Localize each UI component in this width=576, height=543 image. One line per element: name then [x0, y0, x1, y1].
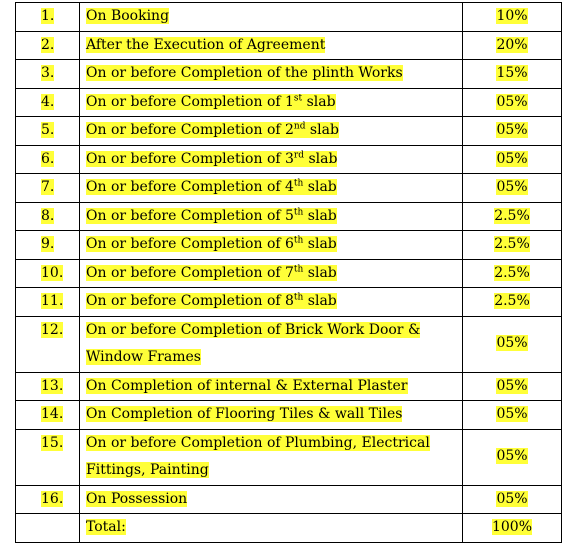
row-description [86, 265, 337, 281]
row-description-suffix: slab [303, 264, 337, 281]
row-percentage: 05% [496, 335, 528, 352]
total-number-cell [16, 514, 80, 543]
row-description-cell [80, 288, 463, 317]
row-ordinal-suffix: th [293, 292, 304, 303]
row-number-cell [16, 174, 80, 203]
row-percentage: 2.5% [494, 293, 530, 309]
row-number-cell [16, 145, 80, 174]
table-row [16, 485, 562, 514]
row-description-text: On or before Completion of 6 [86, 236, 294, 252]
row-description-text: On or before Completion of 5 [86, 207, 294, 224]
row-percentage: 05% [496, 490, 528, 507]
row-description [86, 37, 325, 53]
table-row [16, 372, 562, 401]
row-description [86, 8, 169, 24]
row-number-cell [16, 60, 80, 89]
row-percentage-cell [463, 485, 562, 514]
row-description-text: On Possession [86, 490, 188, 507]
row-description-cell [80, 60, 463, 89]
row-description-cell [80, 316, 463, 372]
row-description [86, 151, 337, 167]
payment-schedule-body [16, 3, 562, 543]
row-number: 7. [41, 179, 55, 195]
row-percentage: 05% [496, 93, 528, 110]
row-description [86, 236, 337, 252]
row-description [86, 65, 403, 81]
row-number-cell [16, 31, 80, 60]
row-description-cell [80, 202, 463, 231]
row-percentage-cell [463, 429, 562, 485]
row-description-cell [80, 117, 463, 146]
row-description-suffix: slab [303, 179, 337, 195]
row-description-suffix: slab [305, 122, 339, 138]
row-description-cell [80, 401, 463, 430]
table-row [16, 316, 562, 372]
row-ordinal-suffix: nd [293, 121, 306, 132]
table-row [16, 3, 562, 32]
row-ordinal-suffix: th [293, 206, 304, 217]
row-percentage-cell [463, 288, 562, 317]
row-description-cell [80, 88, 463, 117]
row-number: 4. [41, 93, 55, 110]
row-percentage: 05% [496, 377, 528, 394]
row-number: 1. [41, 8, 55, 24]
row-number-cell [16, 316, 80, 372]
row-number: 11. [41, 293, 64, 309]
row-ordinal-suffix: th [293, 235, 304, 246]
row-percentage-cell [463, 231, 562, 260]
row-percentage-cell [463, 401, 562, 430]
row-description-text: On Completion of Flooring Tiles & wall Tiles [86, 406, 403, 422]
row-number: 13. [41, 377, 64, 394]
table-row [16, 231, 562, 260]
row-description [86, 179, 337, 195]
table-row [16, 31, 562, 60]
row-description-suffix: slab [302, 93, 336, 110]
total-label-cell [80, 514, 463, 543]
row-number: 12. [41, 321, 64, 338]
row-description-suffix: slab [303, 293, 337, 309]
row-ordinal-suffix: th [293, 263, 304, 274]
row-description-suffix: slab [303, 236, 337, 252]
table-row [16, 429, 562, 485]
row-description-cell [80, 174, 463, 203]
row-number-cell [16, 401, 80, 430]
total-label: Total: [86, 519, 126, 535]
row-percentage-cell [463, 202, 562, 231]
row-description-cell [80, 429, 463, 485]
row-percentage: 05% [496, 150, 528, 167]
row-description-text: On Completion of internal & External Plaster [86, 377, 408, 394]
row-ordinal-suffix: th [293, 178, 304, 189]
row-percentage: 05% [496, 406, 528, 422]
row-description-cell [80, 485, 463, 514]
total-percentage-cell [463, 514, 562, 543]
row-number-cell [16, 485, 80, 514]
row-percentage-cell [463, 3, 562, 32]
table-row [16, 117, 562, 146]
row-percentage-cell [463, 60, 562, 89]
row-number-cell [16, 259, 80, 288]
row-description [86, 293, 337, 309]
row-description [86, 378, 408, 394]
payment-schedule-table [15, 2, 562, 543]
row-percentage-cell [463, 117, 562, 146]
table-row [16, 288, 562, 317]
row-percentage: 15% [496, 65, 528, 81]
row-ordinal-suffix: rd [293, 149, 304, 160]
row-ordinal-suffix: st [293, 92, 303, 103]
row-percentage-cell [463, 88, 562, 117]
row-percentage: 05% [496, 448, 528, 465]
row-number: 15. [41, 434, 64, 451]
row-description [86, 94, 336, 110]
row-description-cell [80, 259, 463, 288]
row-description-suffix: slab [304, 150, 338, 167]
row-number: 6. [41, 150, 55, 167]
row-percentage-cell [463, 316, 562, 372]
row-description [86, 435, 430, 479]
table-row [16, 259, 562, 288]
row-description [86, 406, 402, 422]
row-number-cell [16, 372, 80, 401]
row-percentage: 2.5% [494, 236, 530, 252]
row-description-suffix: slab [303, 207, 337, 224]
row-number-cell [16, 117, 80, 146]
row-percentage-cell [463, 372, 562, 401]
table-row [16, 202, 562, 231]
total-percentage: 100% [491, 519, 533, 535]
table-row [16, 174, 562, 203]
row-description-text: On or before Completion of 8 [86, 293, 294, 309]
row-number: 16. [41, 490, 64, 507]
row-number: 10. [41, 264, 64, 281]
row-description-text: On or before Completion of the plinth Works [86, 65, 403, 81]
row-percentage: 2.5% [494, 207, 530, 224]
row-description-cell [80, 3, 463, 32]
row-description [86, 491, 187, 507]
row-percentage-cell [463, 31, 562, 60]
row-description-text: On or before Completion of Plumbing, Electrical Fittings, Painting [86, 434, 430, 478]
row-percentage: 05% [496, 179, 528, 195]
row-description-text: On or before Completion of 7 [86, 264, 294, 281]
table-row [16, 145, 562, 174]
row-number: 3. [41, 65, 55, 81]
row-description-text: On or before Completion of 2 [86, 122, 294, 138]
row-description-cell [80, 231, 463, 260]
row-description-text: After the Execution of Agreement [86, 36, 326, 53]
table-row [16, 60, 562, 89]
row-description [86, 122, 339, 138]
row-percentage-cell [463, 145, 562, 174]
row-description-text: On Booking [86, 8, 170, 24]
table-row [16, 401, 562, 430]
row-description-text: On or before Completion of Brick Work Door & Window Frames [86, 321, 421, 365]
row-description-cell [80, 372, 463, 401]
row-percentage: 2.5% [494, 264, 530, 281]
row-number: 5. [41, 122, 55, 138]
row-description-text: On or before Completion of 1 [86, 93, 294, 110]
row-number-cell [16, 202, 80, 231]
row-percentage-cell [463, 259, 562, 288]
row-number: 14. [41, 406, 64, 422]
row-number: 8. [41, 207, 55, 224]
row-description-text: On or before Completion of 3 [86, 150, 294, 167]
row-description-cell [80, 145, 463, 174]
row-percentage: 05% [496, 122, 528, 138]
row-description [86, 208, 337, 224]
row-number-cell [16, 231, 80, 260]
row-number: 9. [41, 236, 55, 252]
row-description [86, 322, 420, 366]
row-description-cell [80, 31, 463, 60]
table-row [16, 88, 562, 117]
row-number-cell [16, 288, 80, 317]
total-row [16, 514, 562, 543]
row-number-cell [16, 429, 80, 485]
row-percentage-cell [463, 174, 562, 203]
row-number-cell [16, 88, 80, 117]
row-percentage: 10% [496, 8, 528, 24]
row-percentage: 20% [496, 36, 528, 53]
row-number-cell [16, 3, 80, 32]
row-number: 2. [41, 36, 55, 53]
row-description-text: On or before Completion of 4 [86, 179, 294, 195]
